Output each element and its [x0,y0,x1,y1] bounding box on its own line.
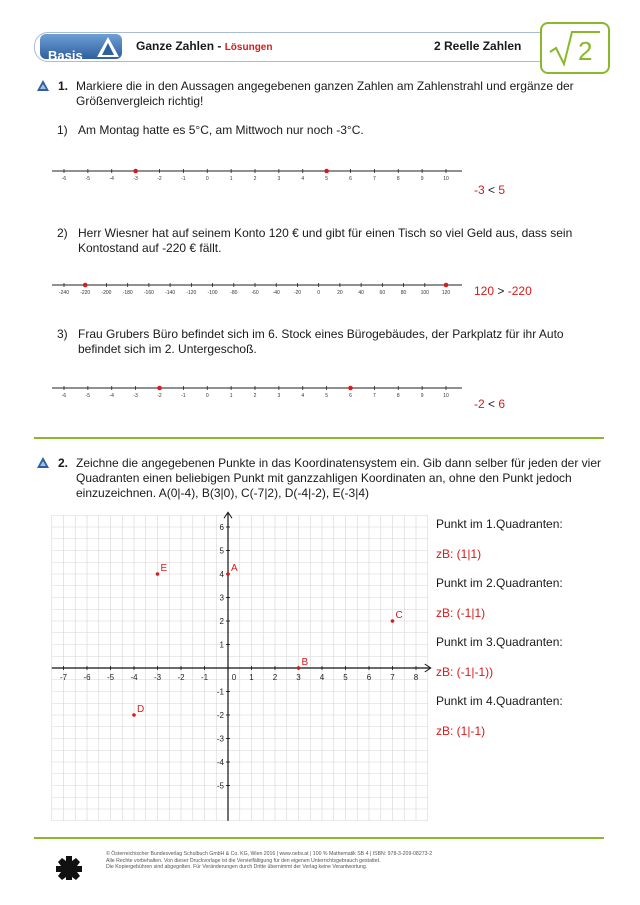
tick-label: -20 [293,290,302,296]
tick-label: 1 [229,393,233,399]
y-tick-label: 5 [219,546,224,556]
tick-label: -1 [181,176,186,182]
tick-label: 6 [349,393,352,399]
tick-label: 0 [317,290,321,296]
number-line-1 [52,163,462,183]
tick-label: 0 [205,176,209,182]
puzzle-piece-icon [56,854,82,880]
tick-label: -200 [101,290,112,296]
point-c [391,619,395,623]
y-tick-label: -5 [216,781,224,791]
difficulty-triangle-icon [36,79,50,92]
tick-label: -180 [122,290,133,296]
item-3-label: 3) [57,327,68,341]
tick-label: 10 [443,393,449,399]
tick-label: 8 [396,176,400,182]
item-3-text: Frau Grubers Büro befindet sich im 6. Stock eines Bürogebäudes, der Parkplatz für ihr Auto befindet sich im 2. Untergeschoß. [78,327,564,356]
y-tick-label: -4 [216,758,224,767]
tick-label: -80 [230,290,238,296]
quadrant-3-label: Punkt im 3.Quadranten: [436,635,563,649]
quadrant-4-label: Punkt im 4.Quadranten: [436,694,563,708]
tick-label: -60 [251,290,259,296]
task-2-number: 2. [58,456,69,470]
sqrt-2-icon [540,22,610,74]
marked-point [83,283,88,288]
tick-label: -40 [272,290,280,296]
quadrant-1-label: Punkt im 1.Quadranten: [436,517,563,531]
x-tick-label: 5 [343,673,348,682]
y-tick-label: 6 [219,523,224,532]
x-tick-label: -1 [200,673,209,682]
task-1-instruction: Markiere die in den Aussagen angegebenen ganzen Zahlen am Zahlenstrahl und ergänze der Größenvergleich richtig! [76,79,574,108]
tick-label: 40 [358,290,364,296]
point-d [132,713,136,717]
point-label-c: C [395,610,403,621]
item-1-text: Am Montag hatte es 5°C, am Mittwoch nur noch -3°C. [78,123,364,137]
x-tick-label: 8 [413,673,419,682]
footer-line: Die Kopiergebühren sind abgegolten. Für Veränderungen durch Dritte übernimmt der Verlag keine Verantwortung. [106,864,368,870]
footer-line: © Österreichischer Bundesverlag Schulbuch GmbH & Co. KG, Wien 2016 | www.oebv.at | 100 % Mathematik SB 4 | ISBN: 978-3-209-08273-2 [106,851,433,857]
logo-text: Basis [48,48,83,63]
tick-label: -6 [61,393,67,399]
footer-line: Alle Rechte vorbehalten. Von dieser Druckvorlage ist die Vervielfältigung für den eigenen Unterrichtsgebrauch gestattet. [106,857,381,864]
answer-3: -2 < 6 [474,397,506,411]
x-tick-label: 1 [249,673,254,682]
y-tick-label: 1 [219,640,224,650]
marked-point [444,283,449,288]
task-1-number: 1. [58,79,69,93]
tick-label: 9 [420,393,424,399]
quadrant-1-example: zB: (1|1) [436,547,482,561]
y-tick-label: -3 [216,734,224,744]
quadrant-2-example: zB: (-1|1) [436,606,486,620]
tick-label: 7 [372,393,376,399]
point-label-e: E [160,563,168,574]
quadrant-2-label: Punkt im 2.Quadranten: [436,576,563,590]
footer-text [106,851,566,871]
tick-label: 4 [301,393,305,399]
marked-point [324,169,329,174]
marked-point [133,169,138,174]
tick-label: 5 [325,393,329,399]
x-tick-label: 2 [272,673,278,682]
tick-label: 10 [443,176,449,182]
tick-label: -5 [85,393,91,399]
quadrant-4-example: zB: (1|-1) [436,724,486,738]
coordinate-system [36,508,436,838]
x-tick-label: 0 [231,673,237,682]
point-b [297,666,301,670]
tick-label: -6 [61,176,67,182]
footer-divider [34,837,604,839]
y-tick-label: -2 [216,711,224,720]
tick-label: 120 [441,290,451,296]
tick-label: 4 [301,176,305,182]
tick-label: 7 [372,176,376,182]
tick-label: 2 [253,176,257,182]
tick-label: 8 [396,393,400,399]
marked-point [157,386,162,391]
tick-label: -3 [133,176,138,182]
number-line-3 [52,380,462,400]
tick-label: -2 [157,393,162,399]
solutions-label: Lösungen [224,42,273,53]
x-tick-label: -7 [59,673,68,682]
x-tick-label: 3 [296,673,301,682]
tick-label: -1 [181,393,186,399]
tick-label: -4 [109,176,114,182]
tick-label: 20 [337,290,343,296]
quadrant-3-example: zB: (-1|-1)) [436,665,494,679]
svg-text:2: 2 [578,36,593,66]
basis-logo [40,34,122,63]
tick-label: -140 [165,290,176,296]
point-a [226,572,230,576]
tick-label: 1 [229,176,233,182]
number-line-2 [52,277,462,297]
logo-triangle-icon [96,36,120,58]
x-tick-label: -3 [153,673,162,682]
tick-label: 6 [349,176,352,182]
marked-point [348,386,353,391]
point-label-d: D [137,704,145,715]
y-tick-label: 3 [219,593,224,603]
tick-label: -2 [157,176,162,182]
difficulty-triangle-icon [36,456,50,469]
point-e [156,572,160,576]
y-tick-label: -1 [216,687,224,697]
item-1-label: 1) [57,123,68,137]
chapter-title: 2 Reelle Zahlen [434,39,522,53]
task-2-instruction: Zeichne die angegebenen Punkte in das Koordinatensystem ein. Gib dann selber für jeden der vier Quadranten einen beliebigen Punkt mit ganzzahligen Koordinaten an, ohne den Punkt jedoch einzuzeichnen. A(0|-4), B(3|0), C(-7|2), D(-4|-2), E(-3|4) [76,456,602,500]
item-2-text: Herr Wiesner hat auf seinem Konto 120 € und gibt für einen Tisch so viel Geld aus, dass sein Kontostand auf -220 € fällt. [78,226,573,255]
tick-label: -100 [207,290,218,296]
point-label-b: B [301,657,309,668]
point-label-a: A [231,563,238,574]
tick-label: 3 [277,393,281,399]
tick-label: 100 [420,290,429,296]
x-tick-label: 6 [366,673,372,682]
tick-label: 5 [325,176,329,182]
page-title: Ganze Zahlen - Lösungen [136,39,273,53]
tick-label: 0 [205,393,209,399]
section-divider [34,437,604,439]
y-tick-label: 4 [219,570,224,579]
tick-label: -3 [133,393,138,399]
tick-label: 2 [253,393,257,399]
tick-label: -160 [143,290,154,296]
x-tick-label: -6 [83,673,91,682]
tick-label: -5 [85,176,91,182]
tick-label: -120 [186,290,197,296]
x-tick-label: -4 [130,673,138,682]
tick-label: 3 [277,176,281,182]
x-tick-label: 4 [319,673,325,682]
x-tick-label: -2 [177,673,185,682]
tick-label: -4 [109,393,114,399]
item-2-label: 2) [57,226,68,240]
tick-label: -220 [80,290,91,296]
tick-label: 60 [379,290,386,296]
y-tick-label: 2 [219,617,224,626]
tick-label: -240 [58,290,70,296]
answer-1: -3 < 5 [474,183,506,197]
tick-label: 80 [400,290,407,296]
x-tick-label: 7 [390,673,395,682]
answer-2: 120 > -220 [474,284,532,298]
x-tick-label: -5 [106,673,115,682]
tick-label: 9 [420,176,424,182]
